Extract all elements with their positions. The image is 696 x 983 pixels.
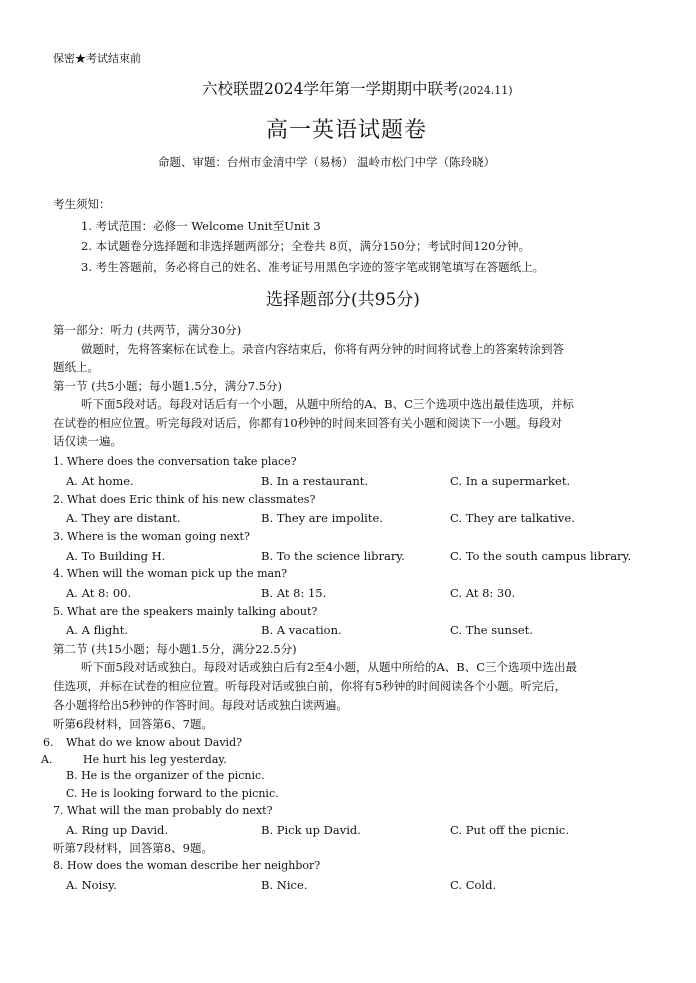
question-8: 8. How does the woman describe her neighbor?: [53, 859, 321, 872]
question-6-option-c: C. He is looking forward to the picnic.: [66, 787, 279, 800]
question-6-option-a: He hurt his leg yesterday.: [83, 753, 227, 766]
question-4-option-a: A. At 8: 00.: [66, 586, 132, 600]
question-6-option-a-label: A.: [41, 753, 53, 766]
exam-name-text: 六校联盟2024学年第一学期期中联考: [202, 80, 459, 98]
question-8-option-a: A. Noisy.: [66, 878, 117, 892]
authors-line: 命题、审题：台州市金清中学（易杨） 温岭市松门中学（陈玲晓）: [158, 155, 496, 169]
question-3-option-c: C. To the south campus library.: [450, 549, 632, 563]
question-2: 2. What does Eric think of his new classmates?: [53, 493, 316, 506]
question-7-option-a: A. Ring up David.: [66, 823, 169, 837]
section1-instruction-line-2: 在试卷的相应位置。听完每段对话后，你都有10秒钟的时间来回答有关小题和阅读下一小题。每段对: [53, 416, 563, 430]
part1-heading: 第一部分：听力 (共两节，满分30分): [53, 323, 242, 337]
section2-instruction-line-1: 听下面5段对话或独白。每段对话或独白后有2至4小题，从题中所给的A、B、C三个选项中选出最: [81, 660, 578, 674]
part1-instruction-line-2: 题纸上。: [53, 360, 99, 374]
question-1-option-b: B. In a restaurant.: [261, 474, 369, 488]
question-5: 5. What are the speakers mainly talking about?: [53, 605, 318, 618]
question-4-option-c: C. At 8: 30.: [450, 586, 516, 600]
section2-instruction-line-2: 佳选项，并标在试卷的相应位置。听每段对话或独白前，你将有5秒钟的时间阅读各个小题。听完后，: [53, 679, 567, 693]
question-5-option-b: B. A vacation.: [261, 623, 342, 637]
question-7-option-c: C. Put off the picnic.: [450, 823, 570, 837]
question-4-option-b: B. At 8: 15.: [261, 586, 327, 600]
question-1: 1. Where does the conversation take place?: [53, 455, 297, 468]
question-1-option-c: C. In a supermarket.: [450, 474, 571, 488]
section2-heading: 第二节 (共15小题；每小题1.5分，满分22.5分): [53, 642, 297, 656]
section2-instruction-line-3: 各小题将给出5秒钟的作答时间。每段对话或独白读两遍。: [53, 698, 348, 712]
question-7: 7. What will the man probably do next?: [53, 804, 273, 817]
question-8-option-b: B. Nice.: [261, 878, 308, 892]
question-6-number: 6.: [43, 736, 54, 749]
notice-item-3: 3. 考生答题前，务必将自己的姓名、准考证号用黑色字迹的签字笔或钢笔填写在答题纸上。: [81, 260, 545, 274]
section1-instruction-line-3: 话仅读一遍。: [53, 434, 122, 448]
notice-item-2: 2. 本试题卷分选择题和非选择题两部分；全卷共 8页，满分150分；考试时间120分钟。: [81, 239, 530, 253]
material-6-label: 听第6段材料，回答第6、7题。: [53, 717, 213, 731]
question-6: What do we know about David?: [66, 736, 243, 749]
question-5-option-c: C. The sunset.: [450, 623, 533, 637]
question-7-option-b: B. Pick up David.: [261, 823, 361, 837]
exam-name: [202, 81, 513, 99]
question-2-option-b: B. They are impolite.: [261, 511, 383, 525]
section1-heading: 第一节 (共5小题；每小题1.5分，满分7.5分): [53, 379, 283, 393]
question-3-option-a: A. To Building H.: [66, 549, 166, 563]
question-8-option-c: C. Cold.: [450, 878, 497, 892]
question-2-option-c: C. They are talkative.: [450, 511, 575, 525]
exam-date: (2024.11): [458, 84, 513, 97]
question-6-option-b: B. He is the organizer of the picnic.: [66, 769, 265, 782]
section1-instruction-line-1: 听下面5段对话。每段对话后有一个小题，从题中所给的A、B、C三个选项中选出最佳选项，并标: [81, 397, 574, 411]
paper-title: 高一英语试题卷: [266, 118, 428, 143]
material-7-label: 听第7段材料，回答第8、9题。: [53, 841, 213, 855]
confidential-label: 保密★考试结束前: [53, 52, 141, 65]
question-3: 3. Where is the woman going next?: [53, 530, 250, 543]
notice-item-1: 1. 考试范围：必修一 Welcome Unit至Unit 3: [81, 219, 321, 233]
section-title: 选择题部分(共95分): [266, 290, 420, 310]
part1-instruction-line-1: 做题时，先将答案标在试卷上。录音内容结束后，你将有两分钟的时间将试卷上的答案转涂到答: [81, 342, 564, 356]
notice-heading: 考生须知：: [53, 197, 111, 211]
question-1-option-a: A. At home.: [66, 474, 134, 488]
question-3-option-b: B. To the science library.: [261, 549, 405, 563]
question-2-option-a: A. They are distant.: [66, 511, 181, 525]
question-5-option-a: A. A flight.: [66, 623, 128, 637]
question-4: 4. When will the woman pick up the man?: [53, 567, 288, 580]
